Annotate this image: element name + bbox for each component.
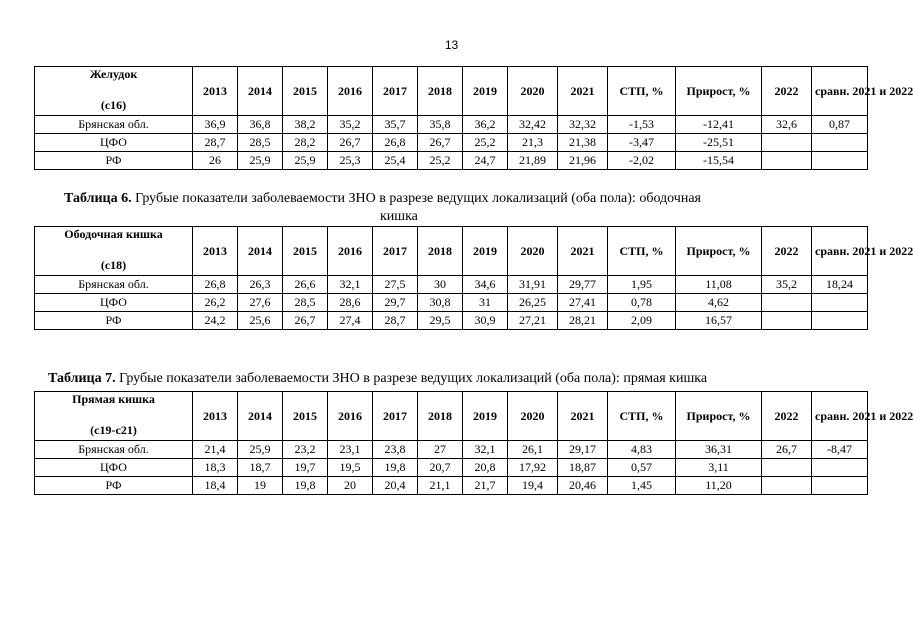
value-cell: [762, 312, 812, 330]
value-cell: 4,62: [676, 294, 762, 312]
column-header: 2022: [762, 392, 812, 441]
column-header: Прирост, %: [676, 227, 762, 276]
value-cell: 1,95: [608, 276, 676, 294]
value-cell: 27,4: [328, 312, 373, 330]
value-cell: 25,3: [328, 152, 373, 170]
value-cell: 3,11: [676, 459, 762, 477]
value-cell: 29,7: [373, 294, 418, 312]
value-cell: 19,4: [508, 477, 558, 495]
value-cell: 30: [418, 276, 463, 294]
stomach-incidence-table: [34, 66, 913, 170]
column-header: сравн. 2021 и 2022: [812, 67, 868, 116]
column-header: сравн. 2021 и 2022: [812, 227, 868, 276]
table-row: [35, 477, 868, 495]
value-cell: 32,6: [762, 116, 812, 134]
table-row: [35, 152, 868, 170]
value-cell: -12,41: [676, 116, 762, 134]
localization-name: Желудок: [89, 67, 138, 81]
region-cell: ЦФО: [35, 459, 193, 477]
column-header: 2017: [373, 227, 418, 276]
value-cell: -1,53: [608, 116, 676, 134]
table-row: [35, 459, 868, 477]
localization-header: [35, 392, 193, 441]
region-cell: РФ: [35, 312, 193, 330]
value-cell: 28,21: [558, 312, 608, 330]
value-cell: -25,51: [676, 134, 762, 152]
column-header: 2014: [238, 227, 283, 276]
value-cell: 11,20: [676, 477, 762, 495]
value-cell: 18,3: [193, 459, 238, 477]
value-cell: 2,09: [608, 312, 676, 330]
table-row: [35, 312, 868, 330]
value-cell: 36,9: [193, 116, 238, 134]
value-cell: -15,54: [676, 152, 762, 170]
value-cell: 25,9: [238, 152, 283, 170]
value-cell: 0,87: [812, 116, 868, 134]
value-cell: 32,42: [508, 116, 558, 134]
value-cell: 26,7: [283, 312, 328, 330]
value-cell: 26,8: [373, 134, 418, 152]
value-cell: 38,2: [283, 116, 328, 134]
column-header: 2020: [508, 67, 558, 116]
value-cell: 28,6: [328, 294, 373, 312]
value-cell: 25,9: [238, 441, 283, 459]
value-cell: 29,5: [418, 312, 463, 330]
value-cell: 36,31: [676, 441, 762, 459]
column-header: 2020: [508, 227, 558, 276]
value-cell: 18,7: [238, 459, 283, 477]
region-cell: Брянская обл.: [35, 441, 193, 459]
localization-name: Ободочная кишка: [64, 227, 163, 241]
column-header: 2019: [463, 227, 508, 276]
localization-header: [35, 67, 193, 116]
value-cell: 18,24: [812, 276, 868, 294]
value-cell: 17,92: [508, 459, 558, 477]
column-header: 2013: [193, 392, 238, 441]
table-6-caption-line2: кишка: [380, 209, 418, 224]
value-cell: 26,1: [508, 441, 558, 459]
value-cell: 27,6: [238, 294, 283, 312]
value-cell: [812, 459, 868, 477]
value-cell: 21,96: [558, 152, 608, 170]
value-cell: 23,8: [373, 441, 418, 459]
value-cell: 26,3: [238, 276, 283, 294]
value-cell: 0,78: [608, 294, 676, 312]
value-cell: -3,47: [608, 134, 676, 152]
localization-name: Прямая кишка: [72, 392, 155, 406]
table-7-caption-label: Таблица 7.: [48, 371, 116, 386]
value-cell: 28,5: [238, 134, 283, 152]
value-cell: 0,57: [608, 459, 676, 477]
value-cell: 21,3: [508, 134, 558, 152]
column-header: 2017: [373, 67, 418, 116]
value-cell: 27,5: [373, 276, 418, 294]
value-cell: 29,77: [558, 276, 608, 294]
value-cell: 25,6: [238, 312, 283, 330]
value-cell: 26,7: [328, 134, 373, 152]
page-number: 13: [444, 38, 459, 52]
value-cell: [762, 459, 812, 477]
table-7-caption-text: Грубые показатели заболеваемости ЗНО в разрезе ведущих локализаций (оба пола): прямая кишка: [115, 371, 708, 386]
value-cell: 36,8: [238, 116, 283, 134]
value-cell: 26,6: [283, 276, 328, 294]
column-header: 2018: [418, 392, 463, 441]
column-header: 2015: [283, 67, 328, 116]
value-cell: 30,9: [463, 312, 508, 330]
region-cell: ЦФО: [35, 134, 193, 152]
value-cell: 21,38: [558, 134, 608, 152]
value-cell: 26,8: [193, 276, 238, 294]
value-cell: 28,2: [283, 134, 328, 152]
region-cell: Брянская обл.: [35, 116, 193, 134]
column-header: 2018: [418, 67, 463, 116]
table-6-caption: [64, 191, 824, 207]
column-header: Прирост, %: [676, 67, 762, 116]
value-cell: [762, 152, 812, 170]
value-cell: 27,41: [558, 294, 608, 312]
value-cell: 19,5: [328, 459, 373, 477]
column-header: 2016: [328, 392, 373, 441]
value-cell: 32,1: [463, 441, 508, 459]
value-cell: [762, 294, 812, 312]
value-cell: [812, 294, 868, 312]
table-6-caption-label: Таблица 6.: [64, 191, 132, 206]
value-cell: 26,25: [508, 294, 558, 312]
value-cell: 26,2: [193, 294, 238, 312]
value-cell: [812, 477, 868, 495]
icd-code: (c18): [100, 258, 127, 272]
value-cell: [762, 477, 812, 495]
icd-code: (c19-c21): [90, 423, 137, 437]
value-cell: 20,8: [463, 459, 508, 477]
column-header: СТП, %: [608, 227, 676, 276]
table-row: [35, 441, 868, 459]
value-cell: 21,1: [418, 477, 463, 495]
rectum-incidence-table: [34, 391, 913, 495]
value-cell: 30,8: [418, 294, 463, 312]
value-cell: 31: [463, 294, 508, 312]
value-cell: 21,7: [463, 477, 508, 495]
value-cell: 26: [193, 152, 238, 170]
column-header: 2019: [463, 67, 508, 116]
region-cell: РФ: [35, 152, 193, 170]
value-cell: 21,4: [193, 441, 238, 459]
table-6-caption-text: Грубые показатели заболеваемости ЗНО в разрезе ведущих локализаций (оба пола): ободочная: [131, 191, 701, 206]
value-cell: 29,17: [558, 441, 608, 459]
column-header: 2014: [238, 392, 283, 441]
value-cell: 1,45: [608, 477, 676, 495]
column-header: 2021: [558, 67, 608, 116]
column-header: СТП, %: [608, 392, 676, 441]
column-header: 2022: [762, 227, 812, 276]
table-7-caption: [48, 371, 868, 387]
value-cell: 28,5: [283, 294, 328, 312]
value-cell: 25,4: [373, 152, 418, 170]
column-header: сравн. 2021 и 2022: [812, 392, 868, 441]
column-header: 2021: [558, 227, 608, 276]
table-row: [35, 134, 868, 152]
value-cell: 25,9: [283, 152, 328, 170]
column-header: 2013: [193, 227, 238, 276]
value-cell: 19,7: [283, 459, 328, 477]
table-row: [35, 294, 868, 312]
value-cell: 20: [328, 477, 373, 495]
value-cell: 18,87: [558, 459, 608, 477]
table-row: [35, 116, 868, 134]
value-cell: [812, 134, 868, 152]
value-cell: 35,2: [762, 276, 812, 294]
value-cell: 19,8: [373, 459, 418, 477]
value-cell: 24,2: [193, 312, 238, 330]
column-header: СТП, %: [608, 67, 676, 116]
value-cell: 16,57: [676, 312, 762, 330]
column-header: 2015: [283, 392, 328, 441]
column-header: Прирост, %: [676, 392, 762, 441]
value-cell: [812, 312, 868, 330]
value-cell: -8,47: [812, 441, 868, 459]
region-cell: Брянская обл.: [35, 276, 193, 294]
column-header: 2017: [373, 392, 418, 441]
column-header: 2015: [283, 227, 328, 276]
value-cell: [762, 134, 812, 152]
colon-incidence-table: [34, 226, 913, 330]
value-cell: 35,2: [328, 116, 373, 134]
value-cell: 11,08: [676, 276, 762, 294]
value-cell: 28,7: [373, 312, 418, 330]
value-cell: 27: [418, 441, 463, 459]
value-cell: 32,1: [328, 276, 373, 294]
column-header: 2016: [328, 227, 373, 276]
value-cell: 20,4: [373, 477, 418, 495]
value-cell: 36,2: [463, 116, 508, 134]
value-cell: -2,02: [608, 152, 676, 170]
region-cell: ЦФО: [35, 294, 193, 312]
value-cell: 18,4: [193, 477, 238, 495]
value-cell: 21,89: [508, 152, 558, 170]
value-cell: 25,2: [463, 134, 508, 152]
column-header: 2021: [558, 392, 608, 441]
value-cell: 19: [238, 477, 283, 495]
value-cell: 25,2: [418, 152, 463, 170]
value-cell: 20,46: [558, 477, 608, 495]
value-cell: 24,7: [463, 152, 508, 170]
column-header: 2016: [328, 67, 373, 116]
value-cell: 35,7: [373, 116, 418, 134]
column-header: 2019: [463, 392, 508, 441]
column-header: 2013: [193, 67, 238, 116]
value-cell: 19,8: [283, 477, 328, 495]
icd-code: (c16): [100, 98, 127, 112]
value-cell: 28,7: [193, 134, 238, 152]
value-cell: 31,91: [508, 276, 558, 294]
value-cell: 34,6: [463, 276, 508, 294]
value-cell: 23,1: [328, 441, 373, 459]
value-cell: 26,7: [418, 134, 463, 152]
region-cell: РФ: [35, 477, 193, 495]
column-header: 2020: [508, 392, 558, 441]
value-cell: 35,8: [418, 116, 463, 134]
column-header: 2018: [418, 227, 463, 276]
value-cell: 4,83: [608, 441, 676, 459]
table-row: [35, 276, 868, 294]
value-cell: 20,7: [418, 459, 463, 477]
column-header: 2022: [762, 67, 812, 116]
value-cell: [812, 152, 868, 170]
value-cell: 26,7: [762, 441, 812, 459]
value-cell: 32,32: [558, 116, 608, 134]
value-cell: 23,2: [283, 441, 328, 459]
column-header: 2014: [238, 67, 283, 116]
localization-header: [35, 227, 193, 276]
value-cell: 27,21: [508, 312, 558, 330]
